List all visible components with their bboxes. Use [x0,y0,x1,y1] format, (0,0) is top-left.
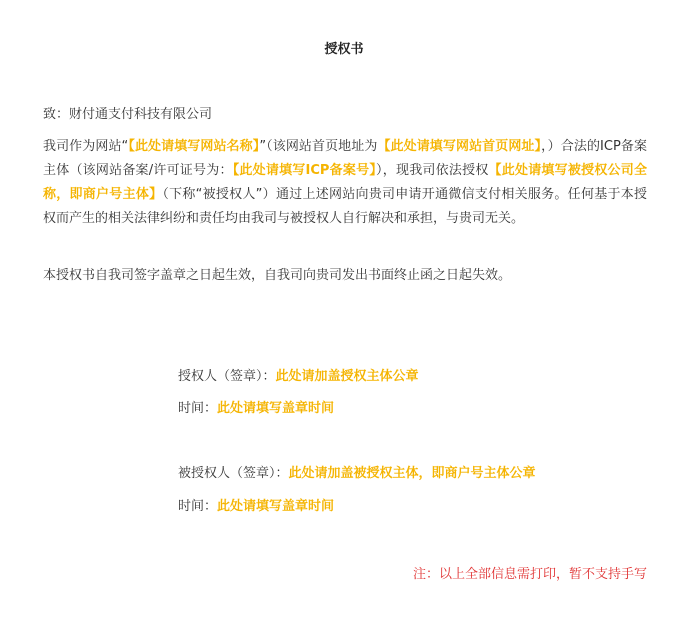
grantee-time-label: 时间： [178,499,218,514]
grantee-time-placeholder: 此处请填写盖章时间 [217,499,335,514]
grantee-time-line [178,497,334,517]
icp-number-placeholder: 【此处请填写ICP备案号】 [232,163,377,178]
grantor-time-placeholder: 此处请填写盖章时间 [217,401,335,416]
validity-paragraph: 本授权书自我司签字盖章之日起生效，自我司向贵司发出书面终止函之日起失效。 [43,268,512,283]
print-note: 注：以上全部信息需打印，暂不支持手写 [412,567,647,582]
authorization-paragraph [43,135,647,231]
paragraph-text: 我司作为网站“ [43,139,129,154]
addressee-line: 致：财付通支付科技有限公司 [43,107,213,122]
grantee-signature-line [178,464,536,484]
paragraph-text: ”（该网站首页地址为 [259,139,378,154]
grantee-seal-placeholder: 此处请加盖被授权主体，即商户号主体公章 [288,466,536,481]
paragraph-text: ），现我司依法授权 [376,163,489,178]
site-name-placeholder: 【此处请填写网站名称】 [128,139,260,154]
paragraph-text: ，）合法的ICP备案主体（该网站备案/许可证号为： [43,139,647,178]
grantor-signature-line [178,367,419,387]
site-url-placeholder: 【此处请填写网站首页网址】 [377,139,542,154]
grantor-label: 授权人（签章）： [178,369,276,384]
grantee-label: 被授权人（签章）： [178,466,289,481]
grantor-time-label: 时间： [178,401,218,416]
paragraph-text: （下称“被授权人”）通过上述网站向贵司申请开通微信支付相关服务。任何基于本授权而产生的相关法律纠纷和责任均由我司与被授权人自行解决和承担，与贵司无关。 [43,187,647,226]
company-name-placeholder: 【此处请填写被授权公司全称，即商户号主体】 [43,163,647,202]
grantor-time-line [178,399,334,419]
grantor-seal-placeholder: 此处请加盖授权主体公章 [275,369,419,384]
document-title: 授权书 [324,42,364,57]
